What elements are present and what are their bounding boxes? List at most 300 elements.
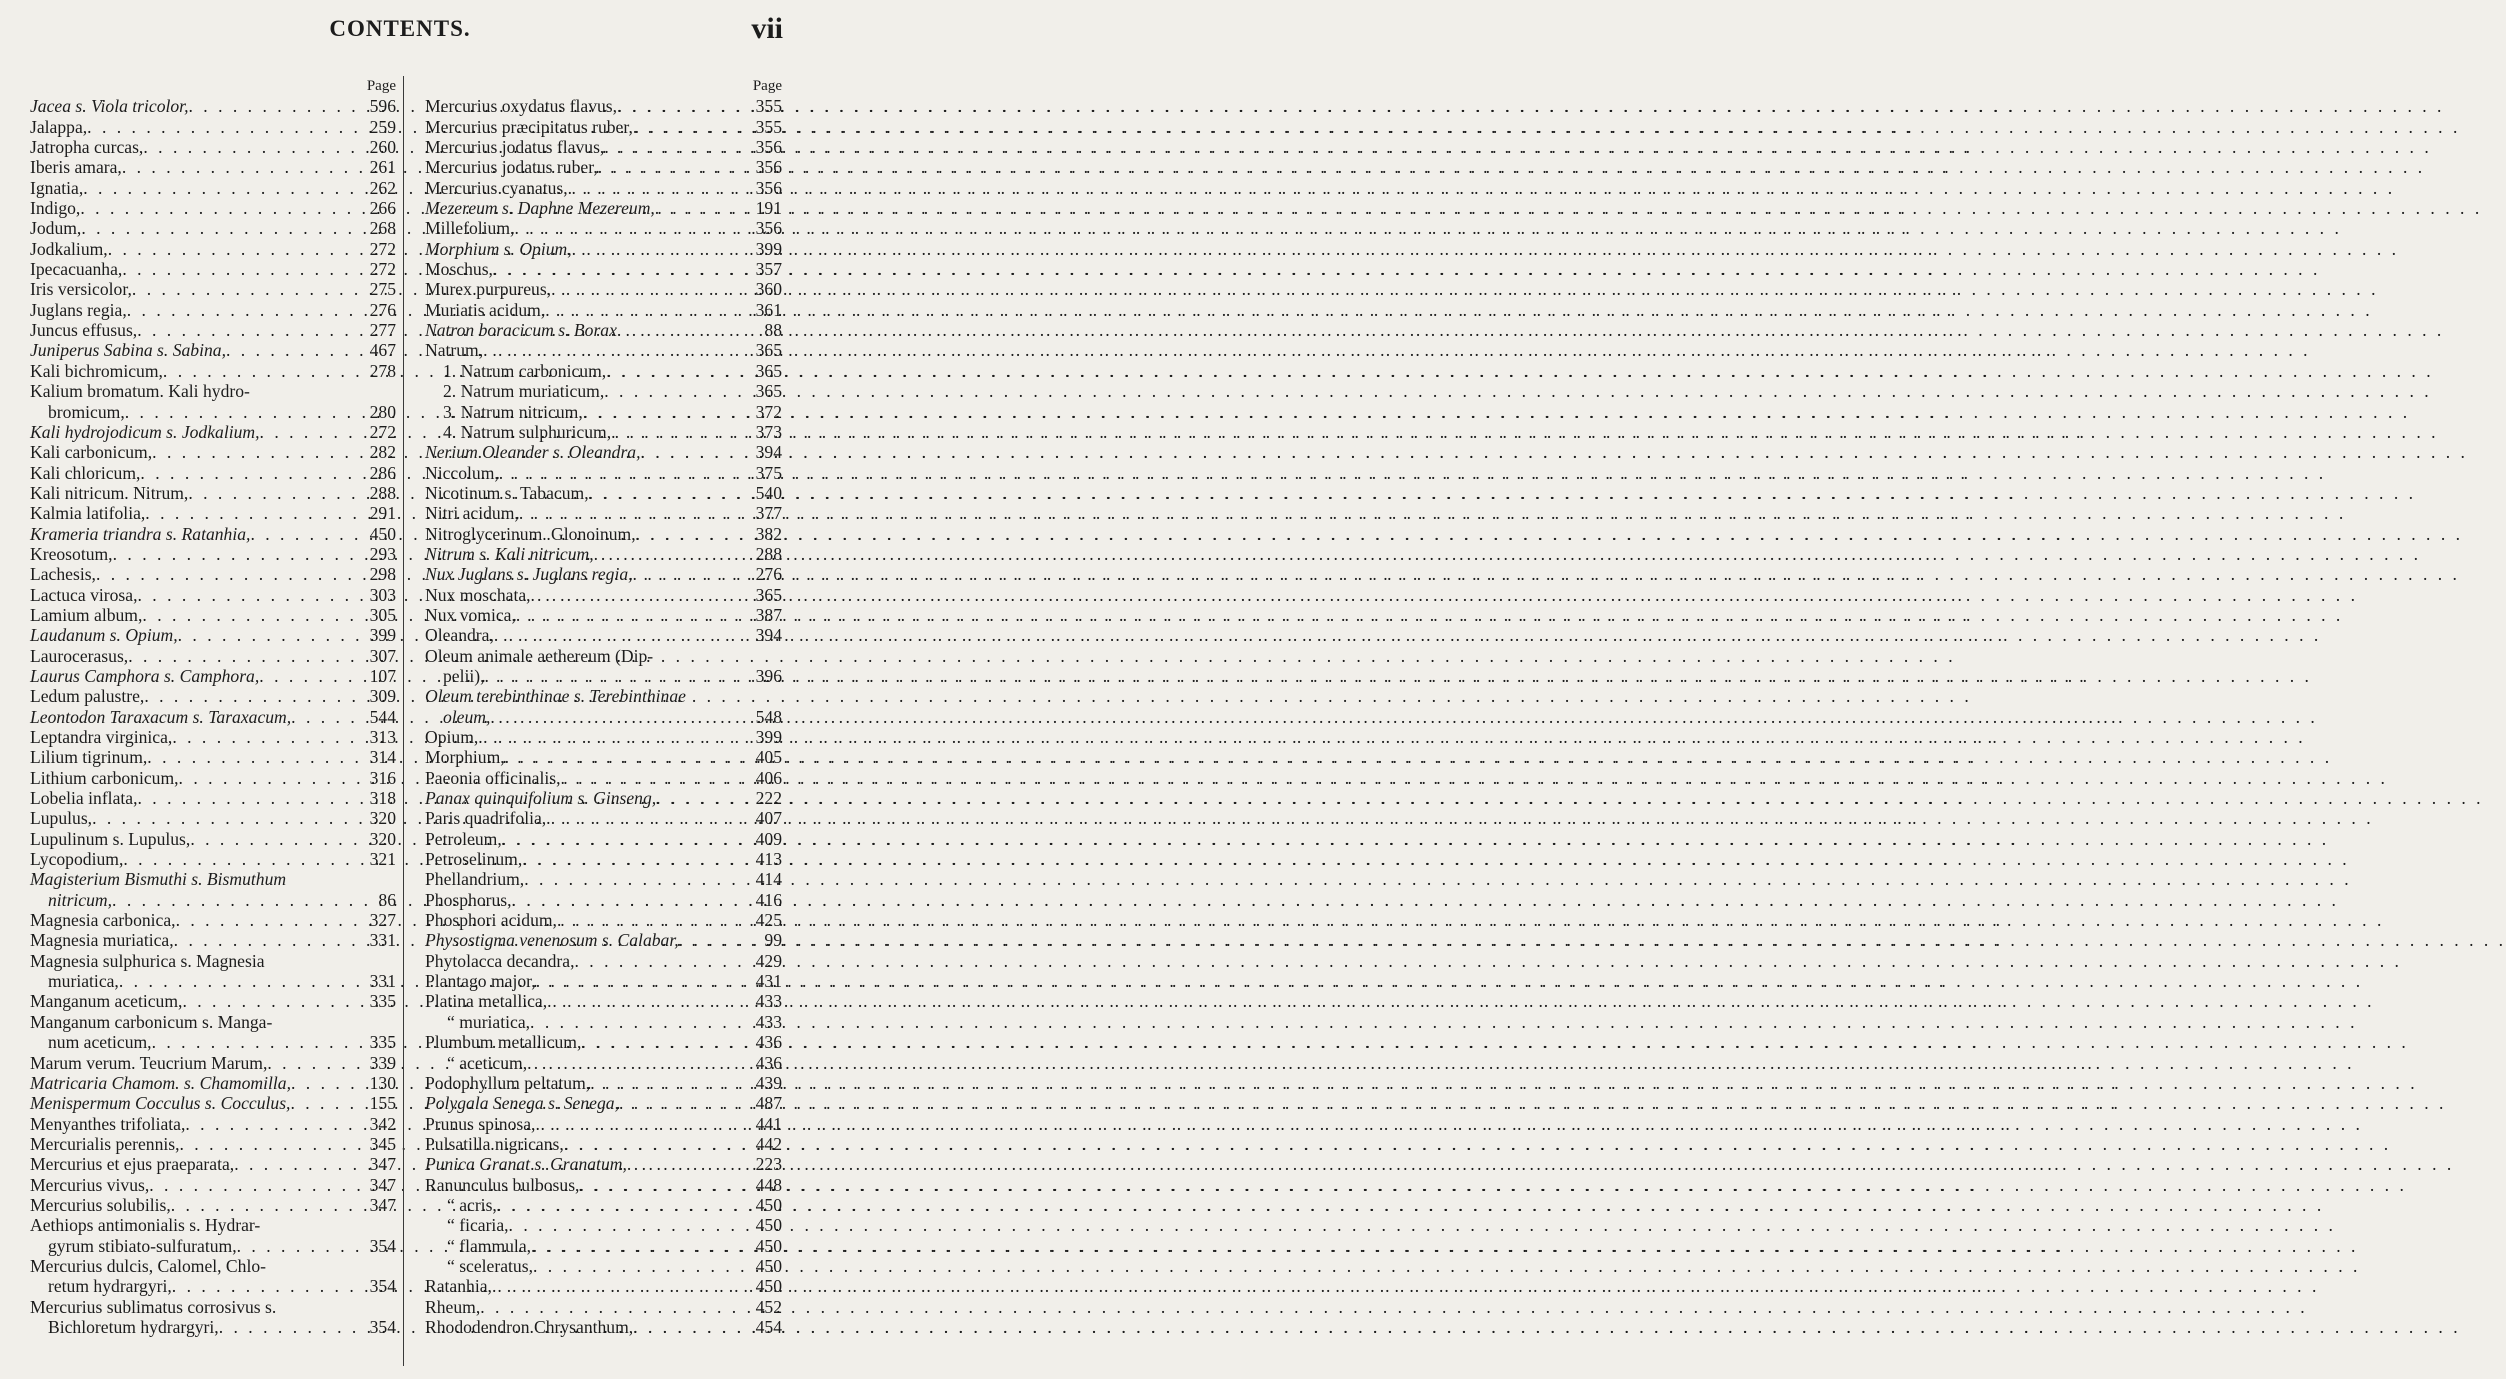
index-entry [30,686,396,706]
dot-leader [519,503,752,523]
entry-page-number: 262 [369,177,396,198]
index-entry [425,707,782,727]
entry-name: Podophyllum peltatum, [425,1072,591,1093]
index-entry [30,1154,396,1174]
entry-name: Lithium carbonicum, [30,767,179,788]
index-entry [30,1215,396,1235]
entry-name: Ledum palustre, [30,686,145,707]
entry-name: nitricum, [48,889,113,910]
dot-leader [493,259,752,279]
dot-leader [561,768,752,788]
dot-leader [80,198,365,218]
index-entry [30,1073,396,1093]
entry-page-number: 293 [369,543,396,564]
entry-page-number: 277 [369,320,396,341]
entry-name: Magisterium Bismuthi s. Bismuthum [30,869,287,890]
index-entry [425,239,782,259]
index-entry [30,605,396,625]
column-divider [403,76,404,1366]
index-entry [30,1317,396,1337]
dot-leader [250,524,365,544]
entry-page-number: 260 [369,137,396,158]
entry-page-number: 360 [755,279,782,300]
entry-name: Nerium Oleander s. Oleandra, [425,442,641,463]
entry-name: Mercurius vivus, [30,1174,150,1195]
entry-name: “ ficaria, [447,1215,509,1236]
dot-leader [572,239,752,259]
entry-page-number: 450 [755,1215,782,1236]
dot-leader [125,402,366,422]
index-entry [30,463,396,483]
entry-name: Mercurius jodatus ruber, [425,157,598,178]
index-entry [425,869,782,889]
dot-leader [497,1195,752,1215]
dot-leader [636,524,752,544]
entry-name: Niccolum, [425,462,499,483]
entry-page-number: 354 [369,1276,396,1297]
entry-page-number: 259 [369,116,396,137]
entry-page-number: 377 [755,503,782,524]
entry-page-number: 320 [369,808,396,829]
entry-page-number: 278 [369,360,396,381]
entry-name: Pulsatilla nigricans, [425,1133,564,1154]
entry-name: Nitri acidum, [425,503,519,524]
entry-name: Matricaria Chamom. s. Chamomilla, [30,1072,291,1093]
entry-name: Iris versicolor, [30,279,132,300]
entry-name: Juglans regia, [30,299,127,320]
dot-leader [655,198,752,218]
dot-leader [547,991,751,1011]
entry-page-number: 282 [369,442,396,463]
dot-leader [291,1073,366,1093]
entry-page-number: 365 [755,360,782,381]
dot-leader [604,137,751,157]
entry-name: Mezereum s. Daphne Mezereum, [425,198,655,219]
dot-leader [172,727,365,747]
entry-page-number: 387 [755,604,782,625]
entry-name: “ aceticum, [447,1052,528,1073]
dot-leader [259,666,365,686]
entry-page-number: 99 [764,930,782,951]
entry-page-number: 394 [755,625,782,646]
dot-leader [132,279,366,299]
entry-name: Plantago major, [425,971,536,992]
entry-page-number: 442 [755,1133,782,1154]
entry-page-number: 450 [755,1235,782,1256]
dot-leader [483,340,751,360]
entry-name: Magnesia carbonica, [30,910,176,931]
entry-name: Oleum animale aethereum (Dip- [425,645,654,666]
entry-page-number: 365 [755,381,782,402]
entry-page-number: 413 [755,849,782,870]
index-entry [30,1175,396,1195]
entry-page-number: 433 [755,991,782,1012]
index-entry [425,727,782,747]
index-entry [425,991,782,1011]
entry-name: Bichloretum hydrargyri, [48,1316,219,1337]
index-entry [425,96,782,116]
entry-page-number: 433 [755,1011,782,1032]
index-entry [425,808,782,828]
entry-name: Mercurius jodatus flavus, [425,137,605,158]
left-column [30,76,396,1337]
entry-page-number: 544 [369,706,396,727]
entry-name: 2. Natrum muriaticum, [443,381,605,402]
dot-leader [137,320,365,340]
index-entry [30,808,396,828]
dot-leader [499,463,752,483]
entry-page-number: 596 [369,96,396,117]
entry-name: Leontodon Taraxacum s. Taraxacum, [30,706,292,727]
entry-name: Iberis amara, [30,157,122,178]
entry-page-number: 406 [755,767,782,788]
dot-leader [267,1053,365,1073]
index-entry [425,463,782,483]
entry-name: pelii), [443,665,485,686]
dot-leader [590,1073,751,1093]
dot-leader [551,279,752,299]
entry-name: Natron boracicum s. Borax [425,320,617,341]
entry-page-number: 414 [755,869,782,890]
dot-leader [492,1276,752,1296]
index-entry [425,1154,782,1174]
dot-leader [617,320,761,340]
entry-page-number: 288 [369,482,396,503]
index-entry [425,340,782,360]
dot-leader [81,218,365,238]
dot-leader [522,849,751,869]
entry-name: Opium, [425,727,479,747]
index-entry [30,524,396,544]
entry-name: num aceticum, [48,1032,152,1053]
dot-leader [178,625,366,645]
entry-name: Manganum aceticum, [30,991,183,1012]
index-entry [30,707,396,727]
entry-name: Morphium s. Opium, [425,238,572,259]
entry-page-number: 416 [755,889,782,910]
index-entry [425,1012,782,1032]
index-entry [425,1175,782,1195]
entry-name: “ flammula, [447,1235,532,1256]
entry-name: Nitroglycerinum. Glonoinum, [425,523,636,544]
entry-page-number: 382 [755,523,782,544]
entry-page-number: 314 [369,747,396,768]
entry-name: 4. Natrum sulphuricum, [443,421,612,442]
entry-name: Oleandra, [425,625,494,646]
dot-leader [531,1236,752,1256]
dot-leader [219,1317,366,1337]
entry-page-number: 354 [369,1316,396,1337]
index-entry [425,1134,782,1154]
index-entry [425,666,782,686]
dot-leader [123,849,365,869]
entry-name: Laurus Camphora s. Camphora, [30,665,260,686]
index-entry [425,1236,782,1256]
index-entry [30,483,396,503]
index-entry [425,402,782,422]
dot-leader [152,1032,366,1052]
entry-page-number: 342 [369,1113,396,1134]
index-entry [30,646,396,666]
dot-leader [564,1134,752,1154]
entry-name: Menyanthes trifoliata, [30,1113,186,1134]
index-entry [30,239,396,259]
entry-page-number: 450 [369,523,396,544]
dot-leader [490,707,751,727]
dot-leader [535,1114,751,1134]
index-entry [30,1053,396,1073]
entry-name: retum hydrargyri, [48,1276,172,1297]
entry-page-number: 335 [369,991,396,1012]
entry-page-number: 361 [755,299,782,320]
entry-page-number: 345 [369,1133,396,1154]
index-entry [425,442,782,462]
entry-name: Manganum carbonicum s. Manga- [30,1011,273,1032]
index-entry [30,1134,396,1154]
index-list [30,96,396,1337]
entry-name: Lachesis, [30,564,96,585]
entry-name: Mercurius præcipitatus ruber, [425,116,633,137]
entry-page-number: 339 [369,1052,396,1073]
index-entry [425,259,782,279]
index-entry [425,544,782,564]
entry-name: Paeonia officinalis, [425,767,561,788]
index-entry [425,829,782,849]
entry-name: Physostigma venenosum s. Calabar, [425,930,679,951]
entry-page-number: 436 [755,1032,782,1053]
entry-name: Polygala Senega s. Senega, [425,1093,619,1114]
index-entry [30,1012,396,1032]
index-entry [425,971,782,991]
entry-name: Jalappa, [30,116,88,137]
dot-leader [260,422,366,442]
entry-page-number: 268 [369,218,396,239]
entry-name: Mercurius oxydatus flavus, [425,96,618,117]
dot-leader [531,585,752,605]
entry-name: Juniperus Sabina s. Sabina, [30,340,226,361]
index-entry [30,157,396,177]
index-entry [30,1276,396,1296]
dot-leader [633,117,752,137]
index-entry [30,747,396,767]
index-entry [30,1032,396,1052]
dot-leader [188,96,365,116]
entry-page-number: 276 [369,299,396,320]
entry-name: Muriatis acidum, [425,299,546,320]
entry-page-number: 431 [755,971,782,992]
dot-leader [128,646,365,666]
entry-name: Kreosotum, [30,543,113,564]
entry-name: Morphium, [425,747,505,768]
entry-name: Laurocerasus, [30,645,129,666]
entry-name: Kali bichromicum, [30,360,163,381]
dot-leader [176,910,366,930]
entry-page-number: 107 [369,665,396,686]
entry-page-number: 307 [369,645,396,666]
entry-page-number: 347 [369,1154,396,1175]
entry-name: Petroselinum, [425,849,523,870]
entry-page-number: 335 [369,1032,396,1053]
entry-page-number: 222 [755,788,782,809]
entry-name: Ranunculus bulbosus, [425,1174,580,1195]
entry-page-number: 130 [369,1072,396,1093]
index-entry [425,1032,782,1052]
dot-leader [108,239,366,259]
index-entry [425,564,782,584]
index-entry [30,829,396,849]
entry-name: Aethiops antimonialis s. Hydrar- [30,1215,261,1236]
entry-page-number: 86 [378,889,396,910]
dot-leader [119,971,366,991]
dot-leader [290,1093,365,1113]
page-column-heading: Page [752,78,782,94]
index-entry [425,625,782,645]
index-entry [30,279,396,299]
dot-leader [594,544,752,564]
entry-page-number: 354 [369,1235,396,1256]
index-entry [30,137,396,157]
index-entry [425,137,782,157]
dot-leader [174,930,366,950]
entry-page-number: 399 [755,727,782,747]
index-entry [30,666,396,686]
entry-page-number: 303 [369,584,396,605]
dot-leader [182,991,365,1011]
entry-page-number: 320 [369,828,396,849]
index-entry [30,117,396,137]
entry-name: Murex purpureus, [425,279,552,300]
index-entry [425,605,782,625]
index-entry [425,1276,782,1296]
entry-page-number: 375 [755,462,782,483]
index-entry [30,788,396,808]
index-entry [30,340,396,360]
index-entry [425,1256,782,1276]
index-entry [425,320,782,340]
entry-page-number: 450 [755,1255,782,1276]
entry-name: Lupulinum s. Lupulus, [30,828,191,849]
entry-name: Paris quadrifolia, [425,808,547,829]
entry-page-number: 331 [369,930,396,951]
entry-name: Lobelia inflata, [30,788,138,809]
dot-leader [237,1236,366,1256]
index-entry [425,422,782,442]
entry-page-number: 261 [369,157,396,178]
entry-name: Nicotinum s. Tabacum, [425,482,589,503]
entry-page-number: 223 [755,1154,782,1175]
dot-leader [533,1256,752,1276]
index-entry [30,361,396,381]
entry-name: Mercurius cyanatus, [425,177,568,198]
dot-leader [83,178,365,198]
index-entry [30,402,396,422]
entry-page-number: 321 [369,849,396,870]
dot-leader [96,564,366,584]
entry-name: Mercurius solubilis, [30,1194,171,1215]
dot-leader [171,1195,366,1215]
entry-name: Mercurius dulcis, Calomel, Chlo- [30,1255,267,1276]
entry-name: Jacea s. Viola tricolor, [30,96,189,117]
dot-leader [524,869,751,889]
entry-name: Lycopodium, [30,849,124,870]
entry-name: Mercurius sublimatus corrosivus s. [30,1296,277,1317]
entry-page-number: 331 [369,971,396,992]
index-entry [425,910,782,930]
entry-name: Panax quinquifolium s. Ginseng, [425,788,657,809]
index-entry [425,768,782,788]
dot-leader [122,157,366,177]
entry-page-number: 429 [755,950,782,971]
index-entry [30,1256,396,1276]
entry-name: Mercurius et ejus praeparata, [30,1154,235,1175]
entry-page-number: 372 [755,401,782,422]
index-entry [425,1215,782,1235]
index-entry [30,1093,396,1113]
index-entry [30,625,396,645]
entry-page-number: 286 [369,462,396,483]
entry-name: Jodum, [30,218,82,239]
entry-page-number: 394 [755,442,782,463]
entry-name: Phosphorus, [425,889,512,910]
index-entry [425,279,782,299]
entry-name: Rhododendron Chrysanthum, [425,1316,634,1337]
entry-page-number: 355 [755,116,782,137]
index-entry [425,524,782,544]
entry-name: Plumbum metallicum, [425,1032,582,1053]
entry-page-number: 356 [755,137,782,158]
entry-page-number: 450 [755,1194,782,1215]
entry-name: Phellandrium, [425,869,525,890]
index-entry [425,890,782,910]
dot-leader [145,503,365,523]
dot-leader [509,1215,752,1235]
dot-leader [143,137,365,157]
index-entry [425,178,782,198]
index-list [425,96,782,1337]
entry-name: “ acris, [447,1194,497,1215]
entry-page-number: 355 [755,96,782,117]
index-entry [30,930,396,950]
dot-leader [144,686,365,706]
entry-name: Ipecacuanha, [30,259,123,280]
entry-page-number: 191 [755,198,782,219]
entry-page-number: 425 [755,910,782,931]
dot-leader [485,666,752,686]
running-title: CONTENTS. [329,16,471,41]
entry-name: Punica Granat s. Granatum, [425,1154,627,1175]
entry-name: Juncus effusus, [30,320,138,341]
entry-page-number: 288 [755,543,782,564]
entry-name: 1. Natrum carbonicum, [443,360,607,381]
entry-name: “ muriatica, [447,1011,531,1032]
index-entry [30,768,396,788]
dot-leader [514,218,751,238]
entry-page-number: 365 [755,340,782,361]
entry-page-number: 487 [755,1093,782,1114]
index-entry [425,1114,782,1134]
index-entry [30,1236,396,1256]
index-entry [425,686,782,706]
index-entry [425,381,782,401]
index-entry [425,483,782,503]
entry-name: Nitrum s. Kali nitricum, [425,543,594,564]
dot-leader [568,178,752,198]
index-entry [30,544,396,564]
index-entry [30,442,396,462]
dot-leader [604,381,751,401]
index-entry [425,503,782,523]
entry-name: gyrum stibiato-sulfuratum, [48,1235,237,1256]
